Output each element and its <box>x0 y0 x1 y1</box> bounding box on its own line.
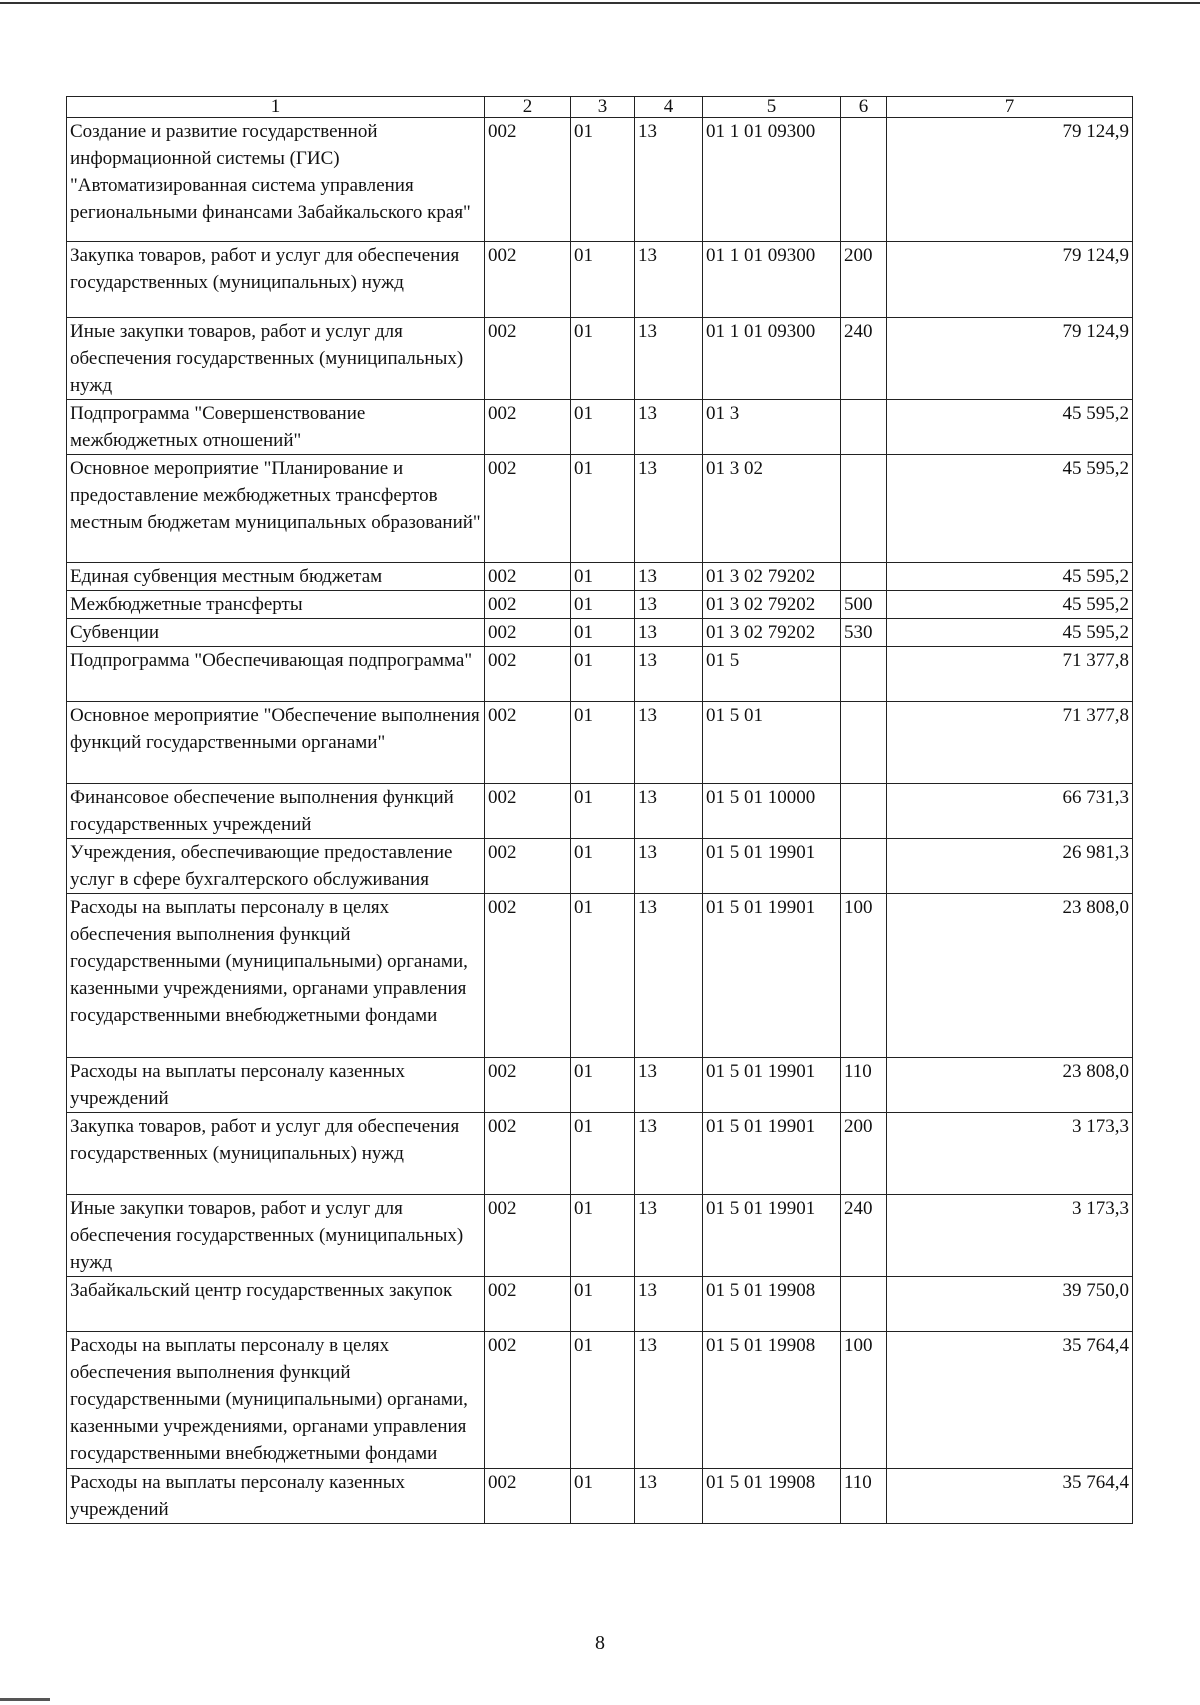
row-name: Иные закупки товаров, работ и услуг для обеспечения государственных (муниципальных) нужд <box>67 318 485 400</box>
row-section: 01 <box>571 591 635 619</box>
row-section: 01 <box>571 1332 635 1469</box>
row-target-article: 01 3 02 <box>703 455 841 563</box>
table-row <box>67 455 1133 563</box>
row-subsection: 13 <box>635 591 703 619</box>
row-name: Расходы на выплаты персоналу казенных учреждений <box>67 1058 485 1113</box>
row-target-article: 01 5 01 19908 <box>703 1277 841 1332</box>
header-col-5: 5 <box>703 97 841 118</box>
row-expense-type: 100 <box>841 1332 887 1469</box>
row-admin-code: 002 <box>485 839 571 894</box>
table-row <box>67 1113 1133 1195</box>
table-header-row <box>67 97 1133 118</box>
row-amount: 3 173,3 <box>887 1195 1133 1277</box>
row-section: 01 <box>571 318 635 400</box>
row-name: Финансовое обеспечение выполнения функций государственных учреждений <box>67 784 485 839</box>
row-name: Иные закупки товаров, работ и услуг для обеспечения государственных (муниципальных) нужд <box>67 1195 485 1277</box>
row-expense-type <box>841 702 887 784</box>
row-section: 01 <box>571 1195 635 1277</box>
row-admin-code: 002 <box>485 1277 571 1332</box>
row-admin-code: 002 <box>485 318 571 400</box>
row-name: Закупка товаров, работ и услуг для обеспечения государственных (муниципальных) нужд <box>67 242 485 318</box>
row-target-article: 01 5 01 19901 <box>703 1195 841 1277</box>
row-expense-type <box>841 839 887 894</box>
row-name: Единая субвенция местным бюджетам <box>67 563 485 591</box>
row-admin-code: 002 <box>485 591 571 619</box>
row-expense-type: 500 <box>841 591 887 619</box>
row-admin-code: 002 <box>485 1058 571 1113</box>
row-name: Основное мероприятие "Планирование и предоставление межбюджетных трансфертов местным бюджетам муниципальных образований" <box>67 455 485 563</box>
row-target-article: 01 5 01 <box>703 702 841 784</box>
row-target-article: 01 1 01 09300 <box>703 242 841 318</box>
header-col-6: 6 <box>841 97 887 118</box>
row-amount: 23 808,0 <box>887 894 1133 1058</box>
row-amount: 26 981,3 <box>887 839 1133 894</box>
row-name: Подпрограмма "Совершенствование межбюджетных отношений" <box>67 400 485 455</box>
row-subsection: 13 <box>635 894 703 1058</box>
row-subsection: 13 <box>635 1277 703 1332</box>
table-row <box>67 591 1133 619</box>
row-target-article: 01 5 <box>703 647 841 702</box>
row-admin-code: 002 <box>485 1469 571 1524</box>
row-amount: 39 750,0 <box>887 1277 1133 1332</box>
row-name: Основное мероприятие "Обеспечение выполнения функций государственными органами" <box>67 702 485 784</box>
row-amount: 66 731,3 <box>887 784 1133 839</box>
row-target-article: 01 1 01 09300 <box>703 118 841 242</box>
row-target-article: 01 5 01 19908 <box>703 1469 841 1524</box>
row-name: Закупка товаров, работ и услуг для обеспечения государственных (муниципальных) нужд <box>67 1113 485 1195</box>
row-name: Подпрограмма "Обеспечивающая подпрограмма" <box>67 647 485 702</box>
row-name: Межбюджетные трансферты <box>67 591 485 619</box>
row-admin-code: 002 <box>485 1113 571 1195</box>
header-col-4: 4 <box>635 97 703 118</box>
row-admin-code: 002 <box>485 894 571 1058</box>
table-row <box>67 400 1133 455</box>
row-admin-code: 002 <box>485 619 571 647</box>
row-expense-type: 530 <box>841 619 887 647</box>
row-section: 01 <box>571 563 635 591</box>
row-target-article: 01 5 01 10000 <box>703 784 841 839</box>
header-col-7: 7 <box>887 97 1133 118</box>
row-name: Учреждения, обеспечивающие предоставление услуг в сфере бухгалтерского обслуживания <box>67 839 485 894</box>
row-section: 01 <box>571 619 635 647</box>
row-subsection: 13 <box>635 563 703 591</box>
table-row <box>67 784 1133 839</box>
table-row <box>67 563 1133 591</box>
row-section: 01 <box>571 455 635 563</box>
row-section: 01 <box>571 118 635 242</box>
row-section: 01 <box>571 1113 635 1195</box>
row-section: 01 <box>571 839 635 894</box>
row-target-article: 01 5 01 19908 <box>703 1332 841 1469</box>
row-subsection: 13 <box>635 1195 703 1277</box>
table-row <box>67 1195 1133 1277</box>
row-admin-code: 002 <box>485 242 571 318</box>
row-target-article: 01 3 <box>703 400 841 455</box>
budget-table <box>66 96 1133 1524</box>
row-section: 01 <box>571 1469 635 1524</box>
row-target-article: 01 3 02 79202 <box>703 591 841 619</box>
row-amount: 45 595,2 <box>887 455 1133 563</box>
row-amount: 3 173,3 <box>887 1113 1133 1195</box>
row-amount: 71 377,8 <box>887 647 1133 702</box>
row-subsection: 13 <box>635 1113 703 1195</box>
table-row <box>67 1058 1133 1113</box>
row-section: 01 <box>571 894 635 1058</box>
row-target-article: 01 5 01 19901 <box>703 839 841 894</box>
row-name: Расходы на выплаты персоналу в целях обеспечения выполнения функций государственными (муниципальными) органами, казенными учреждениями, органами управления государственными внебюджетными фондами <box>67 894 485 1058</box>
table-row <box>67 839 1133 894</box>
row-expense-type <box>841 1277 887 1332</box>
row-name: Создание и развитие государственной информационной системы (ГИС) "Автоматизированная система управления региональными финансами Забайкальского края" <box>67 118 485 242</box>
row-section: 01 <box>571 702 635 784</box>
row-subsection: 13 <box>635 318 703 400</box>
row-admin-code: 002 <box>485 784 571 839</box>
table-row <box>67 318 1133 400</box>
row-expense-type <box>841 784 887 839</box>
row-name: Субвенции <box>67 619 485 647</box>
bottom-edge-mark <box>0 1698 50 1701</box>
row-expense-type: 110 <box>841 1058 887 1113</box>
row-subsection: 13 <box>635 1332 703 1469</box>
table-row <box>67 619 1133 647</box>
row-expense-type: 240 <box>841 1195 887 1277</box>
table-row <box>67 1332 1133 1469</box>
row-amount: 23 808,0 <box>887 1058 1133 1113</box>
row-admin-code: 002 <box>485 1332 571 1469</box>
row-section: 01 <box>571 242 635 318</box>
table-row <box>67 1277 1133 1332</box>
row-admin-code: 002 <box>485 400 571 455</box>
table-row <box>67 242 1133 318</box>
header-col-1: 1 <box>67 97 485 118</box>
row-admin-code: 002 <box>485 118 571 242</box>
row-subsection: 13 <box>635 118 703 242</box>
row-expense-type: 200 <box>841 1113 887 1195</box>
page-number: 8 <box>595 1632 605 1654</box>
table-row <box>67 1469 1133 1524</box>
row-subsection: 13 <box>635 702 703 784</box>
row-section: 01 <box>571 647 635 702</box>
table-row <box>67 702 1133 784</box>
row-subsection: 13 <box>635 619 703 647</box>
row-name: Забайкальский центр государственных закупок <box>67 1277 485 1332</box>
row-target-article: 01 5 01 19901 <box>703 894 841 1058</box>
row-subsection: 13 <box>635 784 703 839</box>
row-amount: 35 764,4 <box>887 1469 1133 1524</box>
header-col-2: 2 <box>485 97 571 118</box>
row-expense-type <box>841 118 887 242</box>
row-expense-type: 200 <box>841 242 887 318</box>
row-target-article: 01 5 01 19901 <box>703 1113 841 1195</box>
row-amount: 45 595,2 <box>887 591 1133 619</box>
row-subsection: 13 <box>635 839 703 894</box>
row-section: 01 <box>571 784 635 839</box>
header-col-3: 3 <box>571 97 635 118</box>
row-subsection: 13 <box>635 400 703 455</box>
row-expense-type <box>841 400 887 455</box>
row-subsection: 13 <box>635 647 703 702</box>
row-target-article: 01 3 02 79202 <box>703 563 841 591</box>
row-expense-type <box>841 647 887 702</box>
row-amount: 45 595,2 <box>887 400 1133 455</box>
row-expense-type <box>841 455 887 563</box>
row-subsection: 13 <box>635 242 703 318</box>
row-amount: 79 124,9 <box>887 118 1133 242</box>
row-section: 01 <box>571 400 635 455</box>
row-amount: 71 377,8 <box>887 702 1133 784</box>
row-amount: 35 764,4 <box>887 1332 1133 1469</box>
row-expense-type: 240 <box>841 318 887 400</box>
row-target-article: 01 1 01 09300 <box>703 318 841 400</box>
row-expense-type: 110 <box>841 1469 887 1524</box>
row-admin-code: 002 <box>485 647 571 702</box>
row-admin-code: 002 <box>485 455 571 563</box>
row-target-article: 01 3 02 79202 <box>703 619 841 647</box>
row-section: 01 <box>571 1277 635 1332</box>
row-amount: 79 124,9 <box>887 318 1133 400</box>
row-name: Расходы на выплаты персоналу в целях обеспечения выполнения функций государственными (муниципальными) органами, казенными учреждениями, органами управления государственными внебюджетными фондами <box>67 1332 485 1469</box>
row-subsection: 13 <box>635 1469 703 1524</box>
row-target-article: 01 5 01 19901 <box>703 1058 841 1113</box>
row-expense-type: 100 <box>841 894 887 1058</box>
row-amount: 45 595,2 <box>887 619 1133 647</box>
table-row <box>67 118 1133 242</box>
row-name: Расходы на выплаты персоналу казенных учреждений <box>67 1469 485 1524</box>
row-subsection: 13 <box>635 455 703 563</box>
row-expense-type <box>841 563 887 591</box>
row-admin-code: 002 <box>485 702 571 784</box>
table-row <box>67 647 1133 702</box>
row-admin-code: 002 <box>485 563 571 591</box>
row-subsection: 13 <box>635 1058 703 1113</box>
row-admin-code: 002 <box>485 1195 571 1277</box>
row-section: 01 <box>571 1058 635 1113</box>
table-row <box>67 894 1133 1058</box>
top-border-line <box>0 2 1200 4</box>
row-amount: 45 595,2 <box>887 563 1133 591</box>
row-amount: 79 124,9 <box>887 242 1133 318</box>
